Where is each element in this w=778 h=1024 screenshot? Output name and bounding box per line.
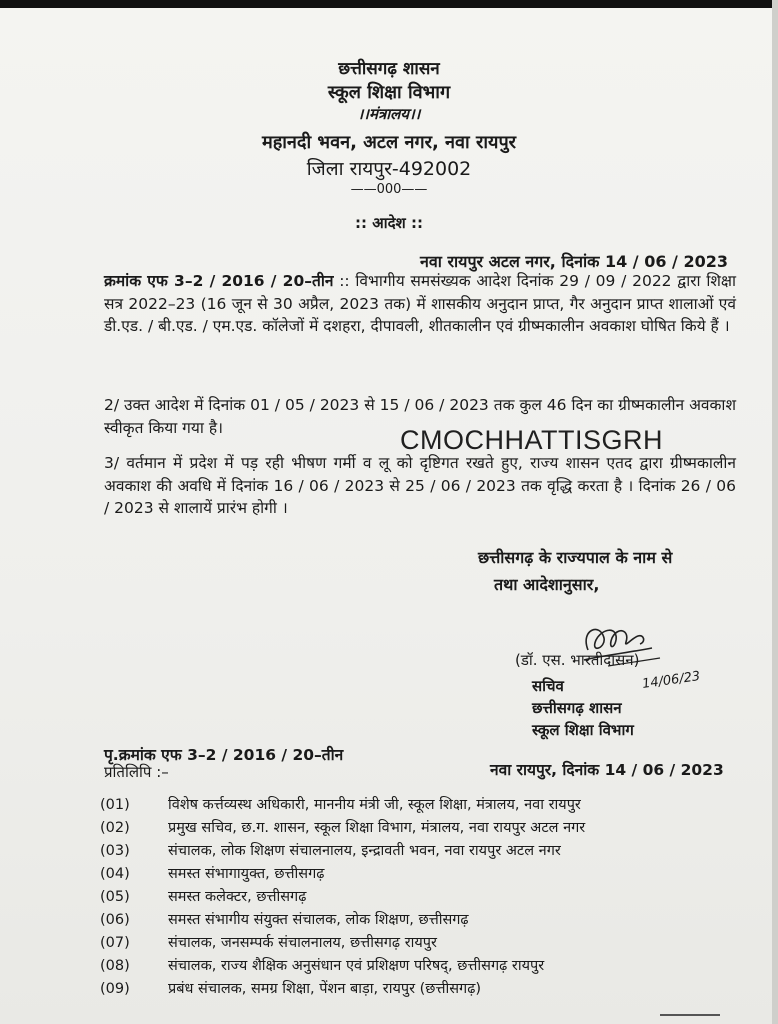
list-item: [100, 794, 740, 817]
signatory-department: स्कूल शिक्षा विभाग: [532, 721, 634, 739]
order-title: :: आदेश ::: [355, 214, 423, 232]
list-item-text: प्रबंध संचालक, समग्र शिक्षा, पेंशन बाड़ा, रायपुर (छत्तीसगढ़): [168, 981, 482, 997]
header-ministry: ।।मंत्रालय।।: [357, 105, 421, 123]
list-item-number: (03): [100, 843, 130, 859]
list-item-number: (01): [100, 797, 130, 813]
list-item-number: (07): [100, 935, 130, 951]
list-item-text: संचालक, राज्य शैक्षिक अनुसंधान एवं प्रशिक्षण परिषद्, छत्तीसगढ़ रायपुर: [168, 958, 545, 974]
list-item-number: (02): [100, 820, 130, 836]
order-place-date: नवा रायपुर अटल नगर, दिनांक 14 / 06 / 2023: [420, 252, 729, 271]
list-item: [100, 886, 740, 909]
list-item-text: संचालक, लोक शिक्षण संचालनालय, इन्द्रावती भवन, नवा रायपुर अटल नगर: [168, 843, 561, 859]
header-district: जिला रायपुर-492002: [306, 158, 472, 180]
signoff-line-1: छत्तीसगढ़ के राज्यपाल के नाम से: [478, 548, 673, 567]
list-item-text: प्रमुख सचिव, छ.ग. शासन, स्कूल शिक्षा विभाग, मंत्रालय, नवा रायपुर अटल नगर: [168, 820, 586, 836]
list-item-text: समस्त संभागीय संयुक्त संचालक, लोक शिक्षण, छत्तीसगढ़: [168, 912, 469, 928]
list-item: [100, 909, 740, 932]
endorsement-date: नवा रायपुर, दिनांक 14 / 06 / 2023: [490, 761, 724, 779]
list-item: [100, 932, 740, 955]
copy-list: [100, 794, 740, 1001]
list-item: [100, 978, 740, 1001]
list-item-number: (04): [100, 866, 130, 882]
header-government: छत्तीसगढ़ शासन: [338, 59, 440, 79]
list-item-text: समस्त संभागायुक्त, छत्तीसगढ़: [168, 866, 325, 882]
header-separator: ——000——: [350, 182, 428, 197]
endorsement-number: पृ.क्रमांक एफ 3–2 / 2016 / 20–तीन: [104, 746, 344, 764]
header-department: स्कूल शिक्षा विभाग: [327, 82, 451, 103]
order-number: क्रमांक एफ 3–2 / 2016 / 20–तीन: [104, 272, 334, 290]
paragraph-1-text: :: विभागीय समसंख्यक आदेश दिनांक 29 / 09 / 2022 द्वारा शिक्षा सत्र 2022–23 (16 जून से 30 अप्रैल, 2023 तक) में शासकीय अनुदान प्राप्त, गैर अनुदान प्राप्त शालाओं एवं डी.एड. / बी.एड. / एम.एड. कॉलेजों में दशहरा, दीपावली, शीतकालीन एवं ग्रीष्मकालीन अवकाश घोषित किये हैं ।: [104, 272, 736, 335]
paragraph-3: 3/ वर्तमान में प्रदेश में पड़ रही भीषण गर्मी व लू को दृष्टिगत रखते हुए, राज्य शासन एतद द्वारा ग्रीष्मकालीन अवकाश की अवधि में दिनांक 16 / 06 / 2023 से 25 / 06 / 2023 तक वृद्धि करता है । दिनांक 26 / 06 / 2023 से शालायें प्रारंभ होगी ।: [104, 454, 736, 517]
list-item-text: संचालक, जनसम्पर्क संचालनालय, छत्तीसगढ़ रायपुर: [168, 935, 437, 951]
header-address: महानदी भवन, अटल नगर, नवा रायपुर: [261, 132, 517, 153]
list-item-text: समस्त कलेक्टर, छत्तीसगढ़: [168, 889, 307, 905]
list-item: [100, 863, 740, 886]
paragraph-1: [104, 270, 736, 338]
scan-top-border: [0, 0, 778, 8]
copy-label: प्रतिलिपि :–: [104, 763, 169, 781]
list-item-text: विशेष कर्त्तव्यस्थ अधिकारी, माननीय मंत्री जी, स्कूल शिक्षा, मंत्रालय, नवा रायपुर: [168, 797, 581, 813]
list-item: [100, 817, 740, 840]
list-item-number: (06): [100, 912, 130, 928]
signatory-title: सचिव: [532, 677, 564, 695]
signoff-line-2: तथा आदेशानुसार,: [494, 575, 600, 594]
list-item-number: (08): [100, 958, 130, 974]
list-item-number: (05): [100, 889, 130, 905]
watermark: CMOCHHATTISGRH: [400, 425, 663, 455]
page-bottom-mark: [660, 1014, 720, 1024]
signatory-government: छत्तीसगढ़ शासन: [532, 699, 622, 717]
handwritten-date: 14/06/23: [641, 669, 702, 692]
list-item-number: (09): [100, 981, 130, 997]
signatory-name: (डॉ. एस. भारतीदासन): [515, 651, 640, 669]
list-item: [100, 955, 740, 978]
list-item: [100, 840, 740, 863]
paragraph-2: 2/ उक्त आदेश में दिनांक 01 / 05 / 2023 से 15 / 06 / 2023 तक कुल 46 दिन का ग्रीष्मकालीन अवकाश स्वीकृत किया गया है।: [104, 396, 736, 437]
